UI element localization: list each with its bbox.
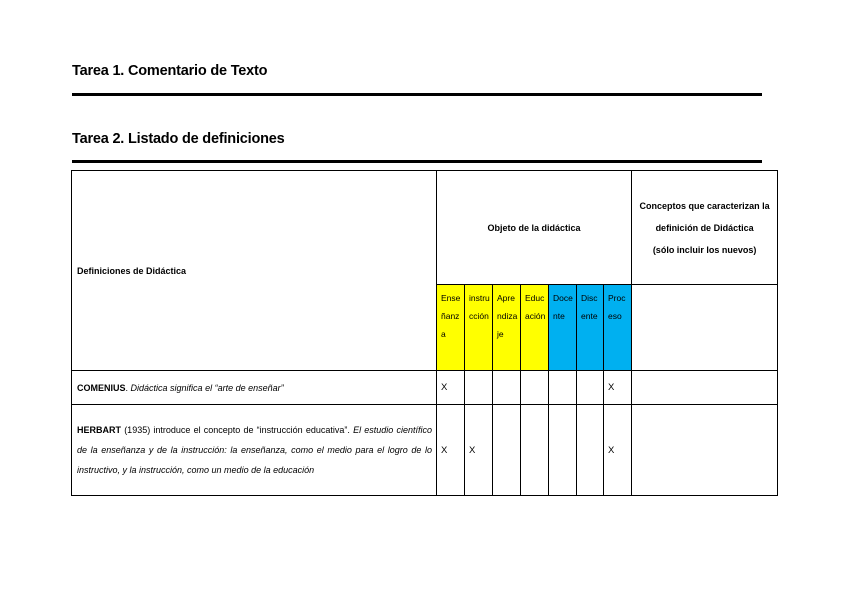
mark-proceso: X xyxy=(604,371,632,405)
author-name: HERBART xyxy=(77,425,121,435)
conceptos-header xyxy=(632,171,778,285)
definition-italic: El estudio científico de la enseñanza y de la instrucción: la enseñanza, como el medio para el logro de lo instructivo, y la instrucción, como un medio de la educación xyxy=(77,425,432,475)
author-separator: . xyxy=(125,382,131,393)
conceptos-empty xyxy=(632,285,778,371)
subheader-discente: Discente xyxy=(577,285,604,371)
definition-cell xyxy=(72,371,437,405)
table-row xyxy=(72,371,778,405)
mark-discente xyxy=(577,405,604,496)
header-row xyxy=(72,171,778,285)
mark-aprendizaje xyxy=(493,371,521,405)
definiciones-header: Definiciones de Didáctica xyxy=(72,171,437,371)
mark-docente xyxy=(549,371,577,405)
conceptos-line2: definición de Didáctica xyxy=(655,222,754,233)
subheader-docente: Docente xyxy=(549,285,577,371)
table-row xyxy=(72,405,778,496)
mark-ensenanza: X xyxy=(437,405,465,496)
mark-aprendizaje xyxy=(493,405,521,496)
mark-discente xyxy=(577,371,604,405)
subheader-ensenanza: Enseñanza xyxy=(437,285,465,371)
mark-docente xyxy=(549,405,577,496)
mark-educacion xyxy=(521,371,549,405)
conceptos-cell xyxy=(632,371,778,405)
subheader-instruccion: instrucción xyxy=(465,285,493,371)
tarea1-heading: Tarea 1. Comentario de Texto xyxy=(72,63,268,79)
mark-instruccion: X xyxy=(465,405,493,496)
subheader-educacion: Educación xyxy=(521,285,549,371)
author-name: COMENIUS xyxy=(77,382,126,393)
subheader-aprendizaje: Aprendizaje xyxy=(493,285,521,371)
mark-instruccion xyxy=(465,371,493,405)
conceptos-line1: Conceptos que caracterizan la xyxy=(639,200,770,211)
conceptos-cell xyxy=(632,405,778,496)
definition-cell xyxy=(72,405,437,496)
definition-italic: Didáctica significa el “arte de enseñar” xyxy=(130,382,284,393)
tarea1-rule xyxy=(72,93,762,96)
mark-proceso: X xyxy=(604,405,632,496)
tarea2-heading: Tarea 2. Listado de definiciones xyxy=(72,131,285,147)
mark-educacion xyxy=(521,405,549,496)
definition-plain: (1935) introduce el concepto de “instrucción educativa”. xyxy=(124,425,354,435)
tarea2-rule xyxy=(72,160,762,163)
objeto-header: Objeto de la didáctica xyxy=(437,171,632,285)
conceptos-line3: (sólo incluir los nuevos) xyxy=(652,244,757,255)
subheader-proceso: Proceso xyxy=(604,285,632,371)
definitions-table xyxy=(71,170,778,496)
mark-ensenanza: X xyxy=(437,371,465,405)
